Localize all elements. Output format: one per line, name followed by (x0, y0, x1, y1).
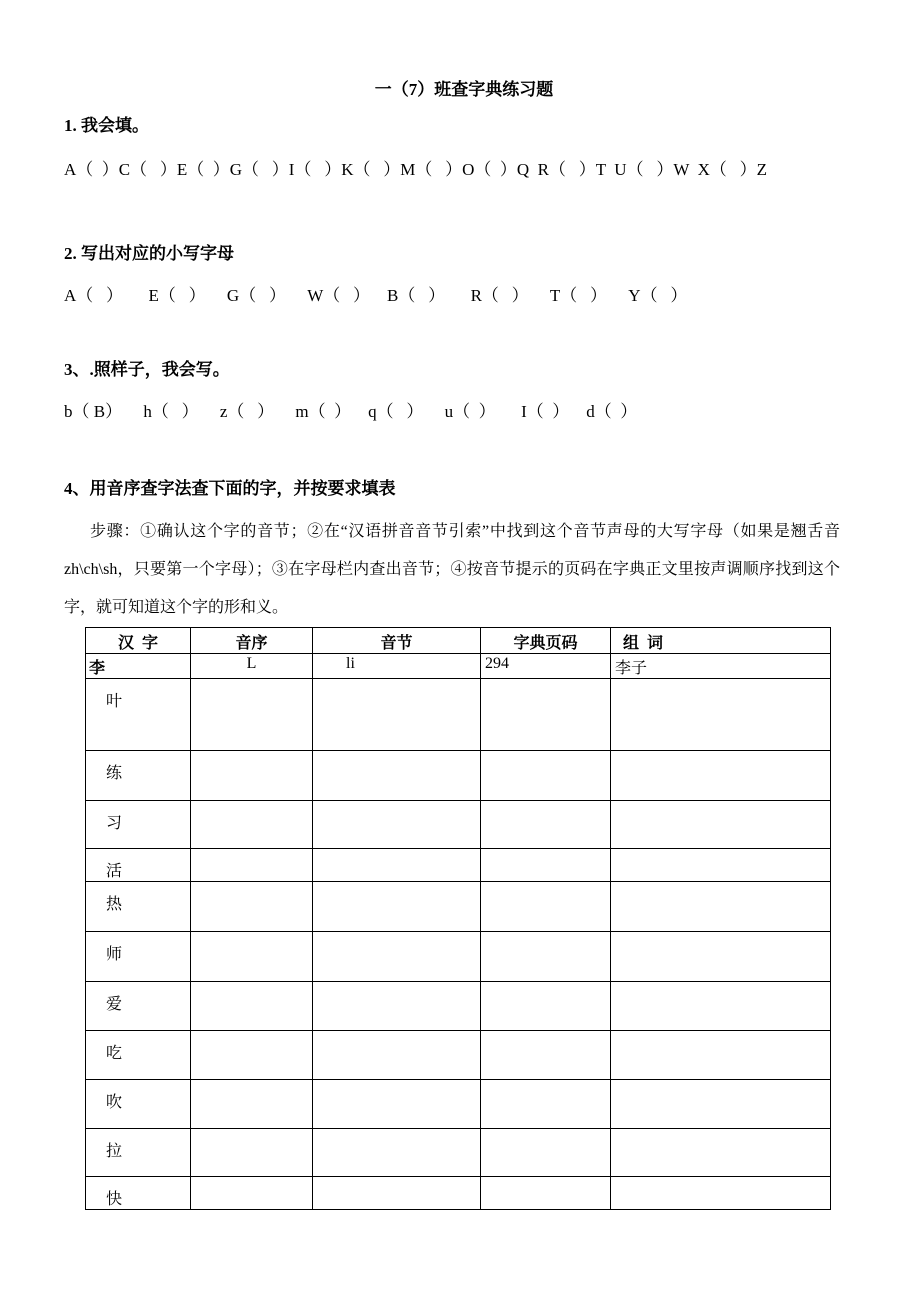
section-3-letter-line: b（ B） h（ ） z（ ） m（ ） q（ ） u（ ） I（ ） d（ ） (64, 402, 638, 421)
blank-cell (191, 982, 313, 1031)
header-zuci: 组 词 (611, 628, 831, 654)
hanzi-cell: 活 (86, 849, 191, 882)
hanzi-cell: 热 (86, 882, 191, 932)
section-1-heading: 1. 我会填。 (64, 116, 149, 135)
hanzi-cell: 快 (86, 1177, 191, 1210)
hanzi-cell: 爱 (86, 982, 191, 1031)
hanzi-cell: 吃 (86, 1031, 191, 1080)
blank-cell (481, 849, 611, 882)
blank-cell (191, 679, 313, 751)
hanzi-cell: 吹 (86, 1080, 191, 1129)
blank-cell (611, 882, 831, 932)
blank-cell (191, 849, 313, 882)
example-yinjie-cell: li (313, 654, 481, 679)
dictionary-lookup-table (85, 627, 831, 1210)
section-4-steps-paragraph: 步骤：①确认这个字的音节；②在“汉语拼音音节引索”中找到这个音节声母的大写字母（如果是翘舌音 zh\ch\sh，只要第一个字母）；③在字母栏内查出音节；④按音节提示的页码在字典正文里按声调顺序找到这个字，就可知道这个字的形和义。 (64, 523, 840, 616)
blank-cell (481, 801, 611, 849)
blank-cell (611, 982, 831, 1031)
blank-cell (481, 679, 611, 751)
blank-cell (313, 751, 481, 801)
blank-cell (611, 679, 831, 751)
blank-cell (611, 801, 831, 849)
blank-cell (191, 1177, 313, 1210)
example-yinxu-cell: L (191, 654, 313, 679)
table-row (86, 849, 831, 882)
table-header-row (86, 628, 831, 654)
blank-cell (481, 932, 611, 982)
blank-cell (611, 849, 831, 882)
table-row (86, 679, 831, 751)
blank-cell (313, 801, 481, 849)
table-row (86, 751, 831, 801)
table-row (86, 1177, 831, 1210)
blank-cell (481, 982, 611, 1031)
blank-cell (313, 679, 481, 751)
table-row (86, 1031, 831, 1080)
hanzi-cell: 叶 (86, 679, 191, 751)
header-yinjie: 音节 (313, 628, 481, 654)
hanzi-cell: 习 (86, 801, 191, 849)
blank-cell (611, 932, 831, 982)
page-title: 一（7）班查字典练习题 (374, 80, 554, 99)
example-zuci-cell: 李子 (611, 654, 831, 679)
blank-cell (191, 932, 313, 982)
blank-cell (191, 1129, 313, 1177)
section-2-heading: 2. 写出对应的小写字母 (64, 244, 234, 263)
blank-cell (313, 1129, 481, 1177)
blank-cell (313, 932, 481, 982)
header-yinxu: 音序 (191, 628, 313, 654)
blank-cell (611, 1129, 831, 1177)
section-2-letter-line: A（ ） E（ ） G（ ） W（ ） B（ ） R（ ） T（ ） Y（ ） (64, 286, 688, 305)
hanzi-cell: 师 (86, 932, 191, 982)
blank-cell (481, 1080, 611, 1129)
blank-cell (481, 1129, 611, 1177)
blank-cell (313, 1080, 481, 1129)
blank-cell (611, 1031, 831, 1080)
blank-cell (313, 982, 481, 1031)
blank-cell (191, 1080, 313, 1129)
blank-cell (191, 1031, 313, 1080)
section-3-heading: 3、.照样子，我会写。 (64, 360, 230, 379)
blank-cell (611, 751, 831, 801)
table-row (86, 1129, 831, 1177)
blank-cell (313, 849, 481, 882)
table-row (86, 801, 831, 849)
blank-cell (313, 882, 481, 932)
blank-cell (611, 1177, 831, 1210)
blank-cell (481, 1177, 611, 1210)
table-row (86, 882, 831, 932)
hanzi-cell: 练 (86, 751, 191, 801)
header-hanzi: 汉 字 (86, 628, 191, 654)
blank-cell (313, 1031, 481, 1080)
table-row (86, 982, 831, 1031)
blank-cell (191, 882, 313, 932)
blank-cell (481, 882, 611, 932)
header-zidian-yema: 字典页码 (481, 628, 611, 654)
blank-cell (313, 1177, 481, 1210)
blank-cell (611, 1080, 831, 1129)
section-4-heading: 4、用音序查字法查下面的字，并按要求填表 (64, 479, 396, 498)
hanzi-cell: 拉 (86, 1129, 191, 1177)
section-1-letter-line: A（ ）C（ ）E（ ）G（ ）I（ ）K（ ）M（ ）O（ ）Q R（ ）T U（ ）W X（ ）Z (64, 160, 767, 179)
blank-cell (191, 751, 313, 801)
table-row (86, 1080, 831, 1129)
table-row (86, 932, 831, 982)
example-page-cell: 294 (481, 654, 611, 679)
example-hanzi-cell: 李 (86, 654, 191, 679)
blank-cell (481, 751, 611, 801)
example-row (86, 654, 831, 679)
blank-cell (191, 801, 313, 849)
blank-cell (481, 1031, 611, 1080)
